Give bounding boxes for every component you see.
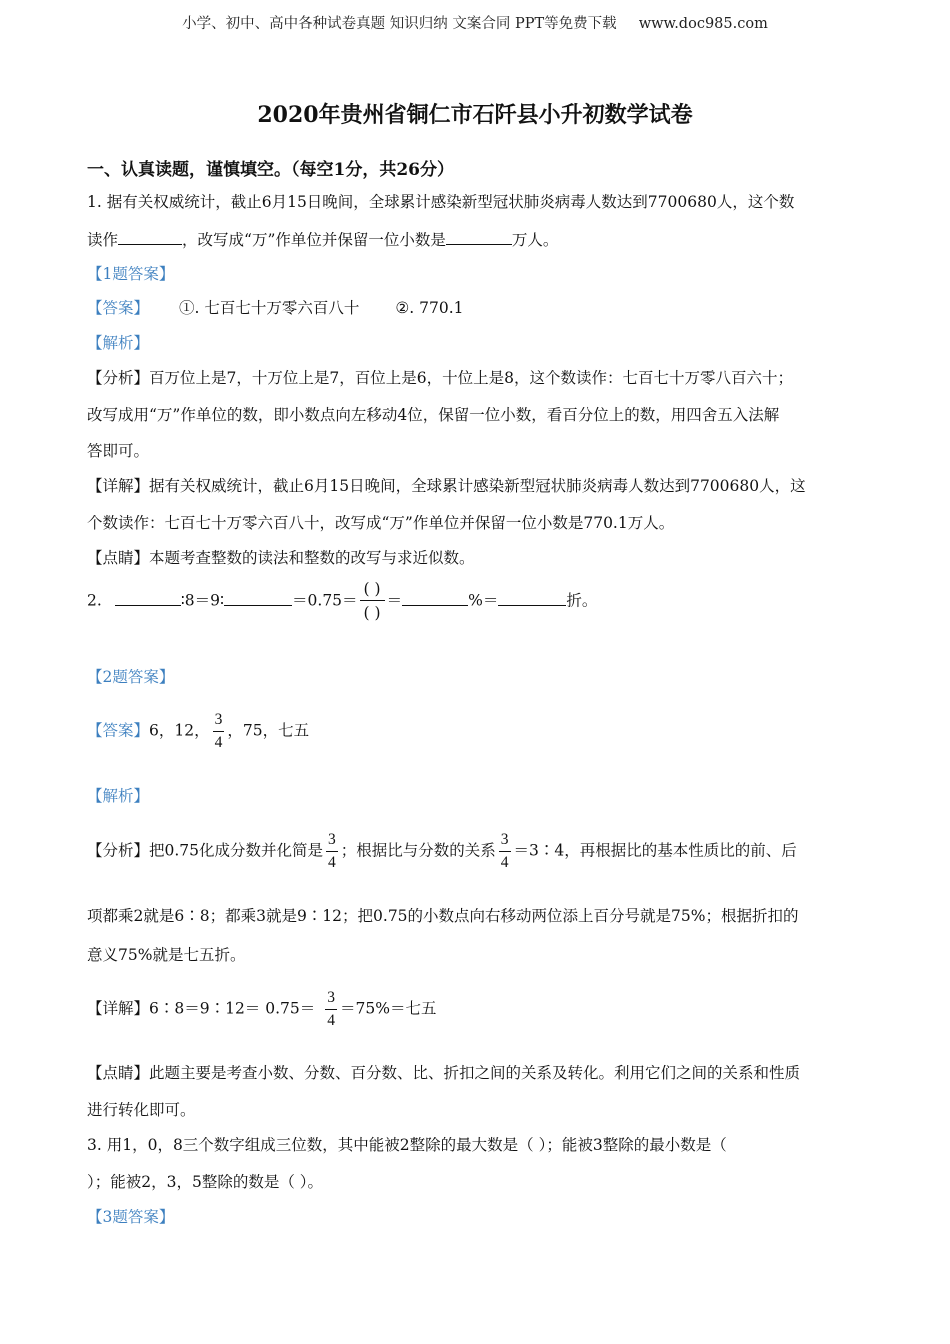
page-header	[0, 12, 950, 33]
q1-answer-line	[87, 296, 464, 318]
q2-answer-text: 6，12，	[149, 721, 210, 740]
q1-fenxi-line1: 【分析】百万位上是7，十万位上是7，百位上是6，十位上是8，这个数读作：七百七十万零八百六十；	[87, 369, 793, 387]
fraction-three-quarters: $\frac{3}{4}$	[500, 831, 509, 871]
q2-text: 折。	[566, 591, 598, 610]
header-site: www.doc985.com	[638, 16, 768, 32]
q2-blank-1	[115, 590, 181, 606]
q2-dianjing-line2: 进行转化即可。	[87, 1101, 196, 1119]
page-title: 2020年贵州省铜仁市石阡县小升初数学试卷	[257, 102, 693, 128]
q2-fenxi-line2: 项都乘2就是6∶8；都乘3就是9∶12；把0.75的小数点向右移动两位添上百分号就是75%；根据折扣的	[87, 907, 799, 925]
q1-text: 万人。	[511, 231, 559, 249]
q1-detail-line2: 个数读作：七百七十万零六百八十，改写成“万”作单位并保留一位小数是770.1万人。	[87, 514, 675, 532]
q2-text: %＝	[468, 591, 499, 610]
fraction-numerator: ( )	[360, 578, 385, 601]
q2-number: 2.	[87, 591, 102, 610]
q1-dianjing: 【点睛】本题考查整数的读法和整数的改写与求近似数。	[87, 549, 475, 567]
q2-answer-tag: 【2题答案】	[87, 668, 175, 686]
q2-answer-text: ，75，七五	[227, 721, 310, 740]
q1-detail-line1: 【详解】据有关权威统计，截止6月15日晚间，全球累计感染新型冠状肺炎病毒人数达到7700680人，这	[87, 477, 806, 495]
q1-text-line2	[87, 228, 558, 250]
q1-blank-2	[446, 229, 512, 245]
q1-answer-2: ②. 770.1	[395, 299, 464, 317]
q2-text: ＝	[386, 591, 403, 610]
q1-text: 读作	[87, 231, 119, 249]
q2-detail-text: 【详解】6∶8＝9∶12＝ 0.75＝	[87, 999, 316, 1018]
q3-text-line1: 3. 用1，0，8三个数字组成三位数，其中能被2整除的最大数是（ ）；能被3整除的最小数是（	[87, 1136, 727, 1154]
q1-fenxi-line2: 改写成用“万”作单位的数，即小数点向左移动4位，保留一位小数，看百分位上的数，用四舍五入法解	[87, 406, 780, 424]
q2-fenxi-text: ＝3∶4，再根据比的基本性质比的前、后	[513, 841, 797, 860]
fraction-three-quarters: $\frac{3}{4}$	[214, 711, 223, 751]
q2-text: ＝0.75＝	[292, 591, 358, 610]
q2-detail-text: ＝75%＝七五	[340, 999, 437, 1018]
section-heading: 一、认真读题，谨慎填空。（每空1分，共26分）	[87, 160, 454, 180]
q2-fenxi-line3: 意义75%就是七五折。	[87, 946, 246, 964]
q2-blank-2	[224, 590, 292, 606]
q3-answer-tag: 【3题答案】	[87, 1208, 175, 1226]
q1-answer-tag: 【1题答案】	[87, 265, 175, 283]
header-text: 小学、初中、高中各种试卷真题 知识归纳 文案合同 PPT等免费下载	[182, 16, 617, 32]
q1-answer-1: ①. 七百七十万零六百八十	[179, 299, 360, 317]
q1-blank-1	[118, 229, 182, 245]
q2-question-line	[87, 578, 597, 625]
q2-fenxi-line1	[87, 830, 797, 873]
q1-text-line1: 1. 据有关权威统计，截止6月15日晚间，全球累计感染新型冠状肺炎病毒人数达到7700680人，这个数	[87, 193, 795, 211]
answer-label: 【答案】	[87, 299, 150, 317]
fraction-three-quarters: $\frac{3}{4}$	[327, 989, 335, 1029]
analysis-tag: 【解析】	[87, 334, 150, 352]
q2-fenxi-text: ；根据比与分数的关系	[340, 841, 496, 860]
q1-fenxi-line3: 答即可。	[87, 442, 150, 460]
q2-detail-line	[87, 988, 436, 1031]
q3-text-line2: ）；能被2，3，5整除的数是（ ）。	[87, 1173, 324, 1191]
q2-fraction-blank	[360, 578, 385, 625]
analysis-tag: 【解析】	[87, 787, 150, 805]
q2-fenxi-text: 【分析】把0.75化成分数并化简是	[87, 841, 324, 860]
q2-dianjing-line1: 【点睛】此题主要是考查小数、分数、百分数、比、折扣之间的关系及转化。利用它们之间的关系和性质	[87, 1064, 801, 1082]
q2-blank-3	[402, 590, 468, 606]
q2-text: ∶8＝9∶	[180, 591, 225, 610]
q2-answer-line	[87, 710, 309, 753]
fraction-three-quarters: $\frac{3}{4}$	[328, 831, 336, 871]
fraction-denominator: ( )	[363, 604, 381, 622]
q1-text: ，改写成“万”作单位并保留一位小数是	[182, 231, 446, 249]
q2-blank-4	[498, 590, 566, 606]
answer-label: 【答案】	[87, 721, 150, 740]
